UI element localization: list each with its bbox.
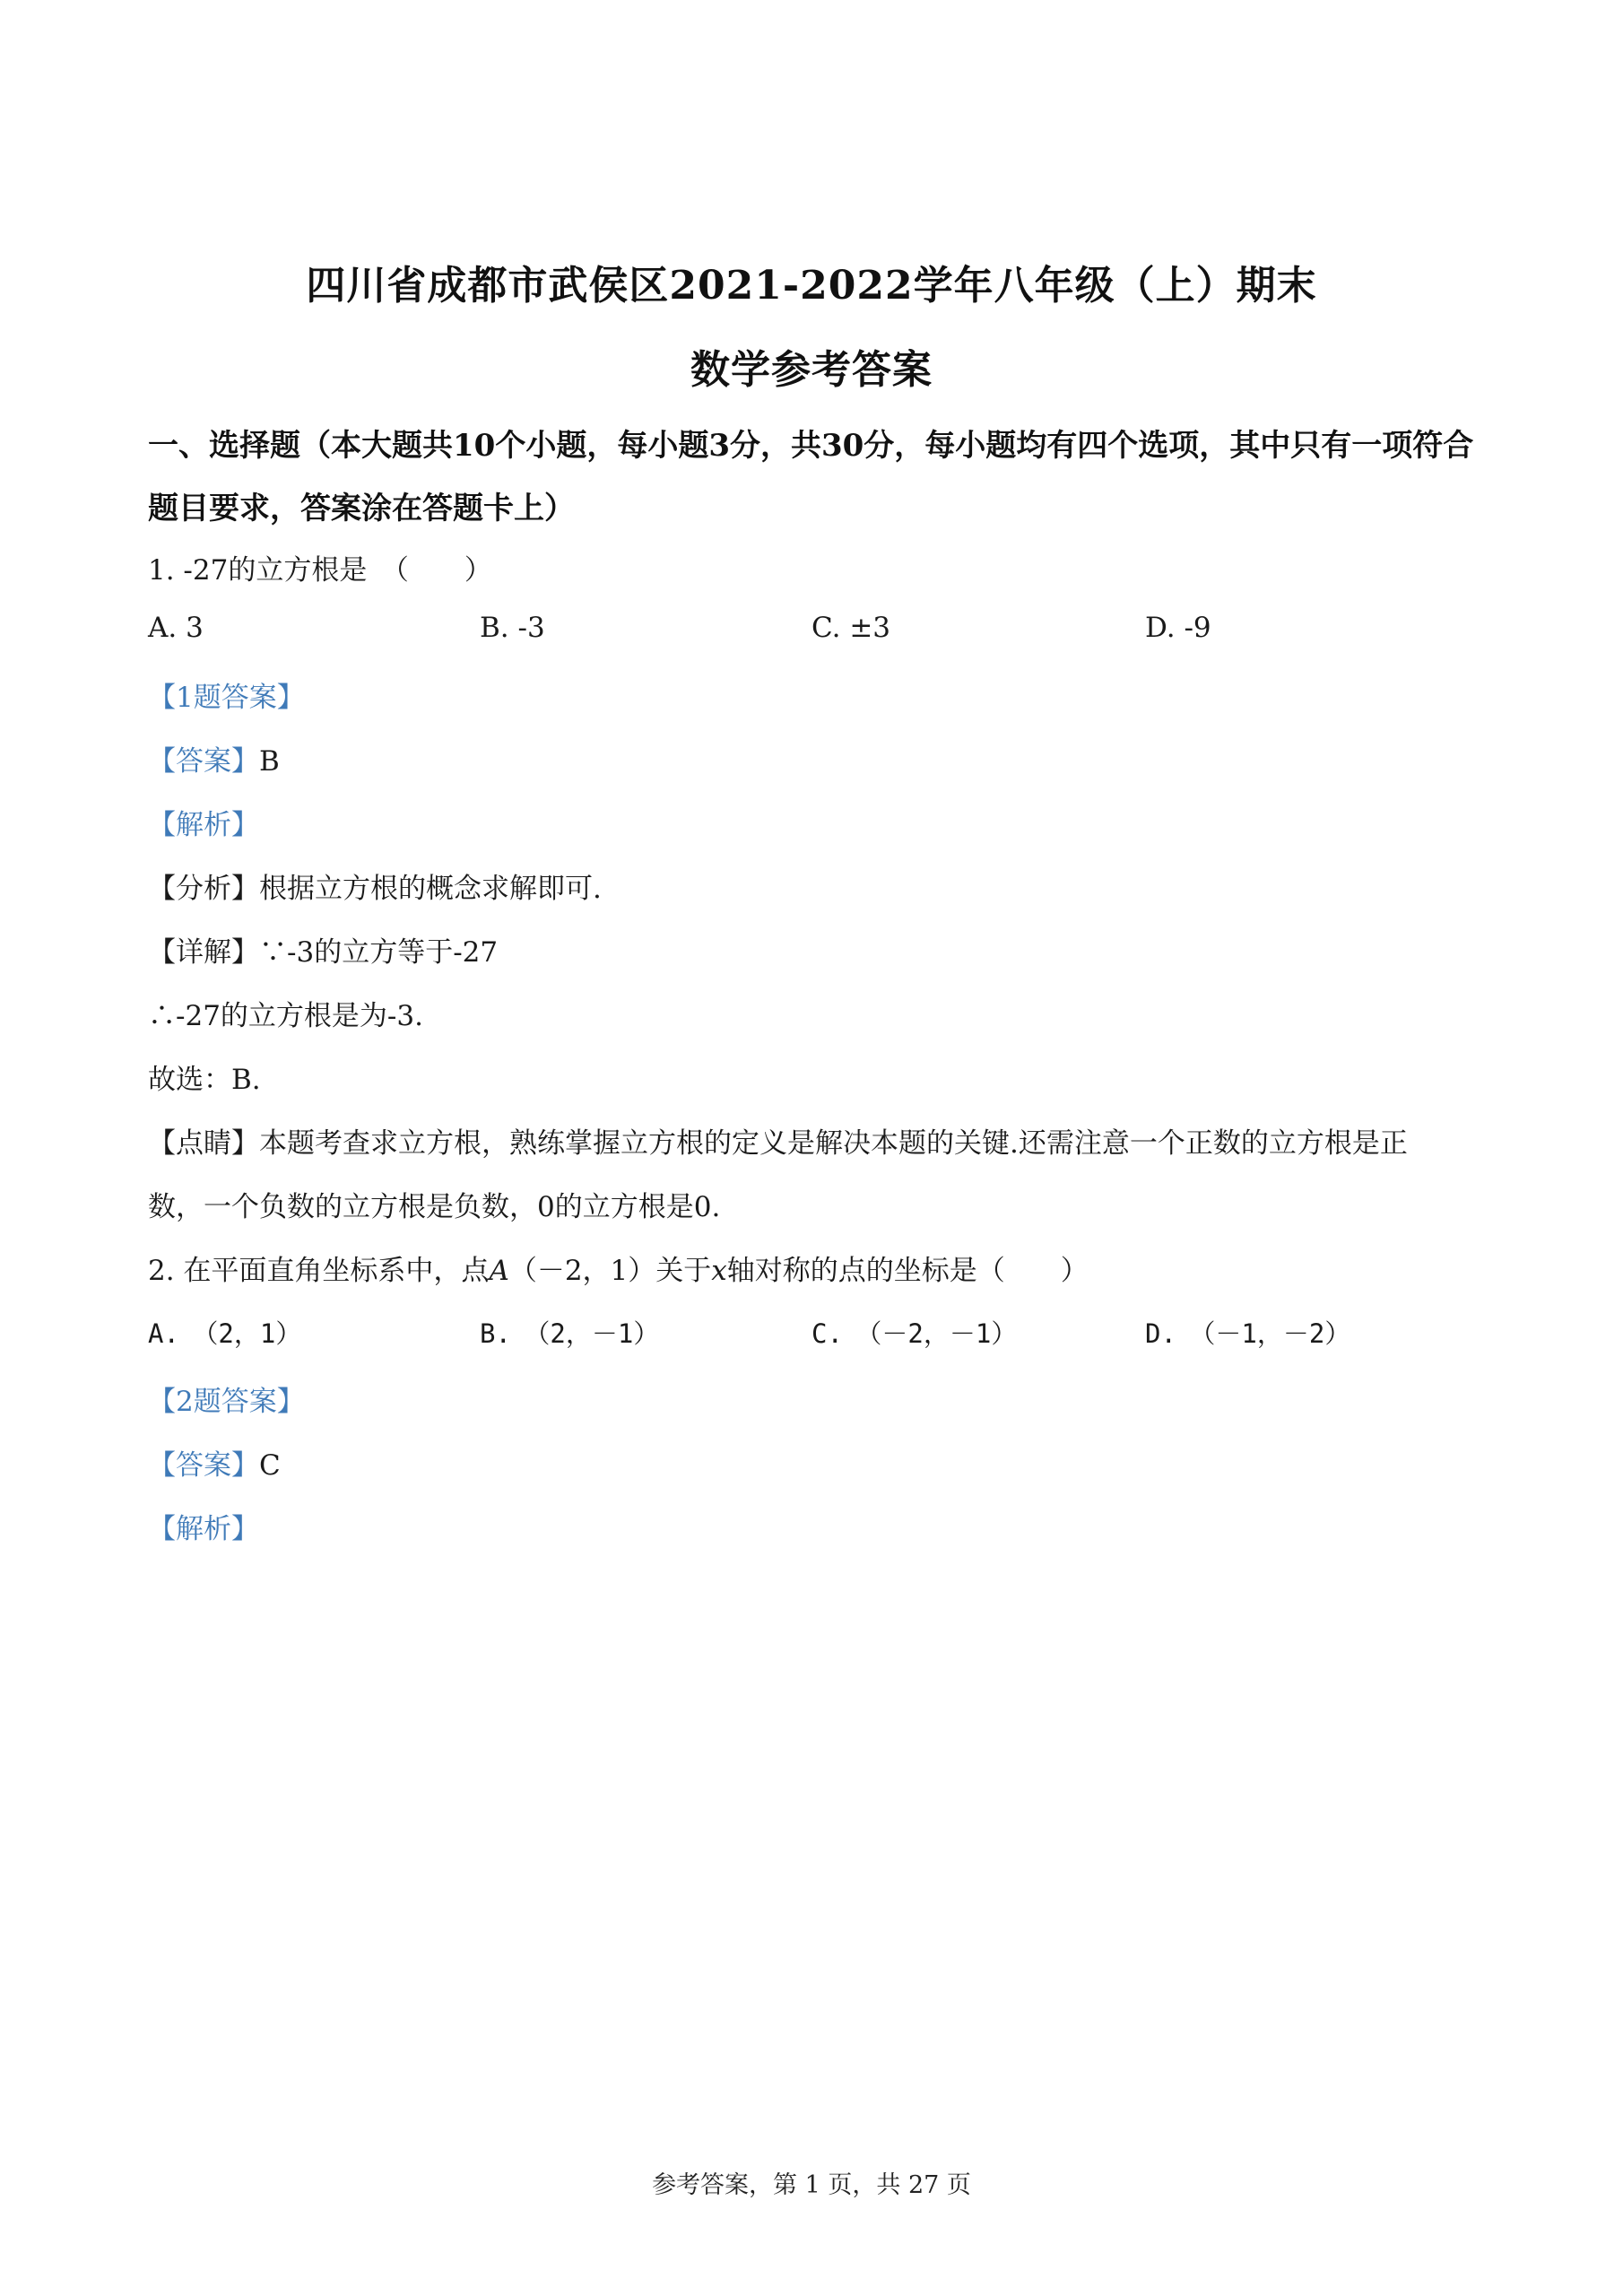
q2-option-c: C. （－2，－1） xyxy=(812,1318,1018,1349)
q1-option-d: D. -9 xyxy=(1145,612,1211,644)
fenxi-text: 根据立方根的概念求解即可. xyxy=(259,873,602,905)
question-1-stem: 1. -27的立方根是 （ ） xyxy=(148,554,492,587)
q2-answer xyxy=(148,1442,281,1483)
answer-tag: 【答案】 xyxy=(148,1449,259,1482)
fenxi-tag: 【分析】 xyxy=(148,873,259,905)
q1-xiangjie xyxy=(148,929,498,970)
q2-option-d: D. （－1，－2） xyxy=(1145,1318,1351,1349)
q1-dianjing xyxy=(148,1120,1408,1161)
q1-answer xyxy=(148,738,280,778)
q2-answer-header: 【2题答案】 xyxy=(148,1386,305,1418)
answer-value: C xyxy=(259,1449,281,1482)
dianjing-text: 本题考查求立方根，熟练掌握立方根的定义是解决本题的关键.还需注意一个正数的立方根是正 xyxy=(259,1127,1408,1160)
document-title: 四川省成都市武侯区2021-2022学年八年级（上）期末 xyxy=(306,263,1317,309)
question-2-stem xyxy=(148,1248,1089,1288)
x-axis-variable: x xyxy=(711,1255,727,1287)
answer-tag: 【答案】 xyxy=(148,745,259,778)
q1-analysis-tag: 【解析】 xyxy=(148,809,259,841)
section-heading: 一、选择题（本大题共10个小题，每小题3分，共30分，每小题均有四个选项，其中只有一项符合题目要求，答案涂在答题卡上） xyxy=(148,428,1474,526)
stem-part: 2. 在平面直角坐标系中，点 xyxy=(148,1255,490,1287)
q1-fenxi xyxy=(148,865,602,906)
q1-option-a: A. 3 xyxy=(148,612,204,644)
document-subtitle: 数学参考答案 xyxy=(690,347,933,393)
point-a-variable: A xyxy=(489,1255,509,1287)
q1-option-c: C. ±3 xyxy=(812,612,891,644)
q1-answer-header: 【1题答案】 xyxy=(148,682,305,714)
q1-option-b: B. -3 xyxy=(480,612,545,644)
stem-part: 轴对称的点的坐标是（ ） xyxy=(726,1255,1089,1287)
stem-part: （－2，1）关于 xyxy=(508,1255,712,1287)
q2-analysis-tag: 【解析】 xyxy=(148,1513,259,1545)
q1-choose: 故选：B. xyxy=(148,1064,261,1096)
q1-therefore: ∴-27的立方根是为-3. xyxy=(148,1000,423,1032)
q2-option-a: A. （2，1） xyxy=(148,1318,302,1349)
dianjing-tag: 【点睛】 xyxy=(148,1127,259,1160)
xiangjie-tag: 【详解】 xyxy=(148,936,259,969)
q1-dianjing-continued: 数，一个负数的立方根是负数，0的立方根是0. xyxy=(148,1191,721,1223)
answer-value: B xyxy=(259,745,280,778)
q2-option-b: B. （2，－1） xyxy=(480,1318,660,1349)
xiangjie-text: ∵-3的立方等于-27 xyxy=(259,936,499,969)
page-footer: 参考答案，第 1 页，共 27 页 xyxy=(652,2171,971,2199)
